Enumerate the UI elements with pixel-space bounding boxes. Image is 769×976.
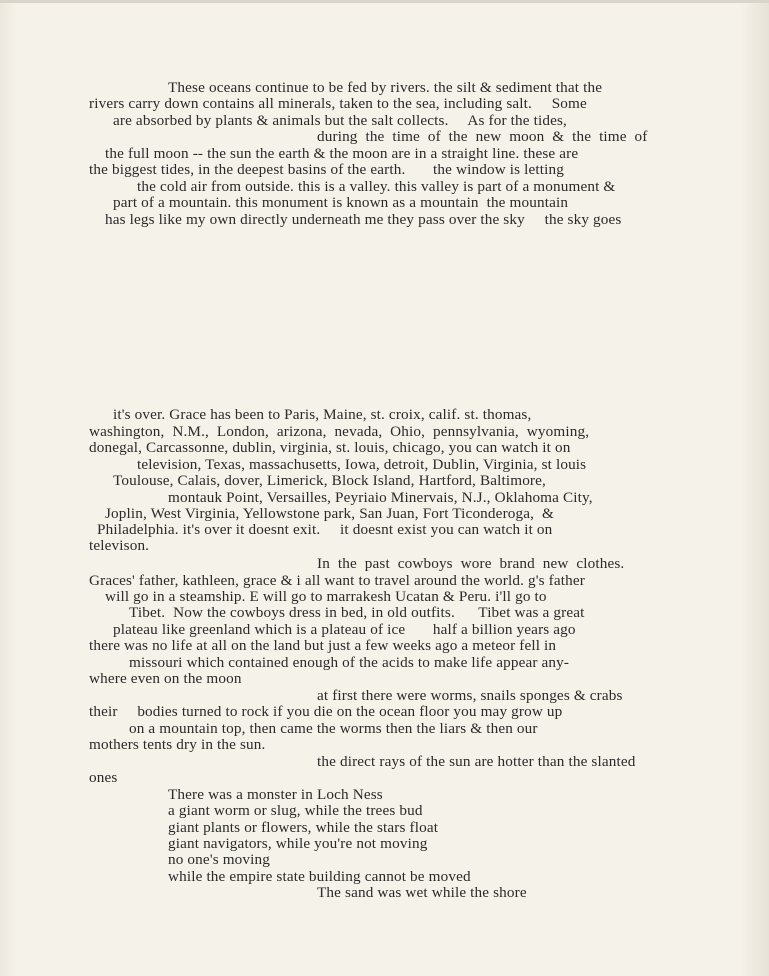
- poem-line: The sand was wet while the shore: [317, 884, 527, 901]
- poem-line: giant plants or flowers, while the stars float: [168, 819, 439, 836]
- text-line: television, Texas, massachusetts, Iowa, detroit, Dublin, Virginia, st louis: [137, 456, 587, 473]
- text-line: Toulouse, Calais, dover, Limerick, Block Island, Hartford, Baltimore,: [113, 472, 546, 489]
- text-line: rivers carry down contains all minerals, taken to the sea, including salt. Some: [89, 95, 587, 112]
- text-line: plateau like greenland which is a plateau of ice half a billion years ago: [113, 621, 576, 638]
- text-line: at first there were worms, snails sponges & crabs: [317, 687, 623, 704]
- text-line: during the time of the new moon & the time of: [317, 128, 648, 145]
- text-line: Philadelphia. it's over it doesnt exit. it doesnt exist you can watch it on: [97, 521, 553, 538]
- text-line: will go in a steamship. E will go to marrakesh Ucatan & Peru. i'll go to: [105, 588, 547, 605]
- poem-line: while the empire state building cannot be moved: [168, 868, 471, 885]
- text-line: donegal, Carcassonne, dublin, virginia, st. louis, chicago, you can watch it on: [89, 439, 571, 456]
- text-line: on a mountain top, then came the worms then the liars & then our: [129, 720, 538, 737]
- text-line: part of a mountain. this monument is known as a mountain the mountain: [113, 194, 569, 211]
- text-line: Tibet. Now the cowboys dress in bed, in old outfits. Tibet was a great: [129, 604, 585, 621]
- page-top-edge: [0, 0, 769, 3]
- text-line: ones: [89, 769, 118, 786]
- poem-line: giant navigators, while you're not moving: [168, 835, 428, 852]
- text-line: In the past cowboys wore brand new clothes.: [317, 555, 625, 572]
- poem-line: a giant worm or slug, while the trees bud: [168, 802, 423, 819]
- poem-line: no one's moving: [168, 851, 271, 868]
- text-line: where even on the moon: [89, 670, 242, 687]
- text-line: missouri which contained enough of the acids to make life appear any-: [129, 654, 570, 671]
- poem-line: There was a monster in Loch Ness: [168, 786, 383, 803]
- text-line: their bodies turned to rock if you die on the ocean floor you may grow up: [89, 703, 563, 720]
- text-line: are absorbed by plants & animals but the salt collects. As for the tides,: [113, 112, 567, 129]
- text-line: the full moon -- the sun the earth & the moon are in a straight line. these are: [105, 145, 579, 162]
- text-line: televison.: [89, 537, 150, 554]
- text-line: These oceans continue to be fed by rivers. the silt & sediment that the: [168, 79, 603, 96]
- text-line: it's over. Grace has been to Paris, Maine, st. croix, calif. st. thomas,: [113, 406, 532, 423]
- text-line: has legs like my own directly underneath me they pass over the sky the sky goes: [105, 211, 622, 228]
- text-line: there was no life at all on the land but just a few weeks ago a meteor fell in: [89, 637, 557, 654]
- text-line: Graces' father, kathleen, grace & i all want to travel around the world. g's father: [89, 572, 585, 589]
- text-line: the direct rays of the sun are hotter than the slanted: [317, 753, 636, 770]
- text-line: the cold air from outside. this is a valley. this valley is part of a monument &: [137, 178, 616, 195]
- text-line: Joplin, West Virginia, Yellowstone park, San Juan, Fort Ticonderoga, &: [105, 505, 554, 522]
- text-line: the biggest tides, in the deepest basins of the earth. the window is letting: [89, 161, 565, 178]
- text-line: montauk Point, Versailles, Peyriaio Minervais, N.J., Oklahoma City,: [168, 489, 593, 506]
- text-line: mothers tents dry in the sun.: [89, 736, 266, 753]
- text-line: washington, N.M., London, arizona, nevada, Ohio, pennsylvania, wyoming,: [89, 423, 590, 440]
